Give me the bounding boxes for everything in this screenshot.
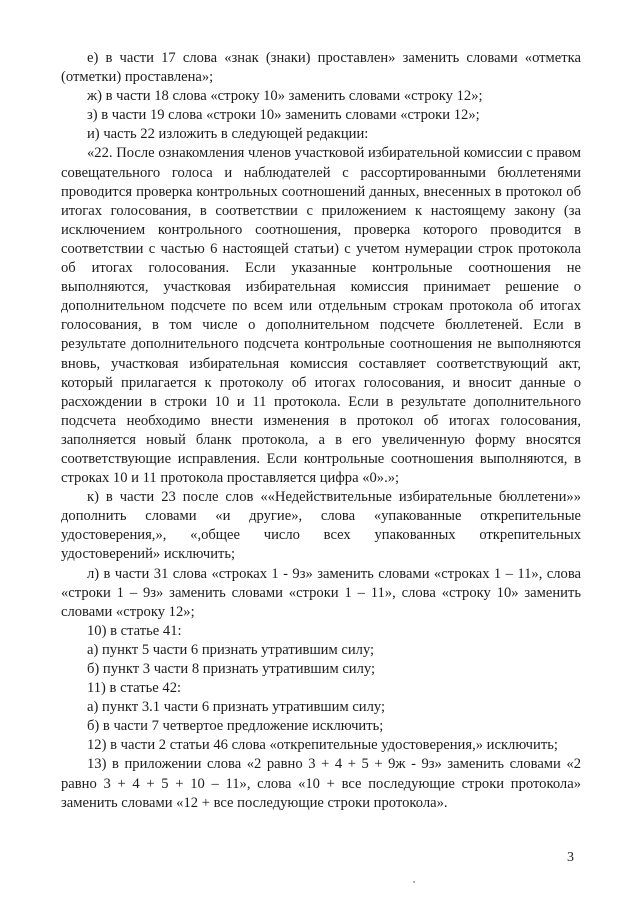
paragraph-z-part-19: з) в части 19 слова «строки 10» заменить словами «строки 12»; (87, 107, 480, 124)
paragraph-i-part-22: и) часть 22 изложить в следующей редакции: (87, 126, 369, 143)
paragraph-11-a: а) пункт 3.1 части 6 признать утратившим силу; (87, 699, 386, 716)
paragraph-zh-part-18: ж) в части 18 слова «строку 10» заменить словами «строку 12»; (87, 88, 483, 105)
document-body (61, 49, 581, 813)
paragraph-10-a: а) пункт 5 части 6 признать утратившим силу; (87, 641, 375, 658)
paragraph-l-part-31: л) в части 31 слова «строках 1 - 9з» заменить словами «строках 1 – 11», слова «строки 1 – 9з» заменить словами «строки 1 – 11», слова «строку 10» заменить словами «строку 12»; (61, 565, 581, 620)
paragraph-item-13: 13) в приложении слова «2 равно 3 + 4 + 5 + 9ж - 9з» заменить словами «2 равно 3 + 4 + 5 + 10 – 11», слова «10 + все последующие строки протокола» заменить словами «12 + все последующие строки протокола». (61, 756, 581, 811)
scan-speck (413, 881, 415, 883)
paragraph-item-11: 11) в статье 42: (87, 680, 182, 697)
paragraph-item-12: 12) в части 2 статьи 46 слова «открепительные удостоверения,» исключить; (87, 737, 558, 754)
paragraph-11-b: б) в части 7 четвертое предложение исключить; (87, 718, 384, 735)
paragraph-k-part-23: к) в части 23 после слов ««Недействительные избирательные бюллетени»» дополнить словами «и другие», слова «упакованные открепительные удостоверения,», «,общее число всех упакованных открепительных удостоверений» исключить; (61, 489, 581, 563)
paragraph-e-part-17: е) в части 17 слова «знак (знаки) проставлен» заменить словами «отметка (отметки) проставлена»; (61, 50, 581, 86)
page-number: 3 (567, 850, 574, 865)
paragraph-part-22-text: «22. После ознакомления членов участковой избирательной комиссии с правом совещательного голоса и наблюдателей с рассортированными бюллетенями проводится проверка контрольных соотношений данных, внесенных в протокол об итогах голосования, в соответствии с приложением к настоящему закону (за исключением контрольного соотношения, проверка которого проводится в соответствии с частью 6 настоящей статьи) с учетом нумерации строк протокола об итогах голосования. Если указанные контрольные соотношения не выполняются, участковая избирательная комиссия принимает решение о дополнительном подсчете по всем или отдельным строкам протокола об итогах голосования, в том числе о дополнительном подсчете бюллетеней. Если в результате дополнительного подсчета контрольные соотношения не выполняются вновь, участковая избирательная комиссия составляет соответствующий акт, который прилагается к протоколу об итогах голосования, и вносит данные о расхождении в строки 10 и 11 протокола. Если в результате дополнительного подсчета необходимо внести изменения в протокол об итогах голосования, заполняется новый бланк протокола, а в его увеличенную форму вносятся соответствующие исправления. Если контрольные соотношения выполняются, в строках 10 и 11 протокола проставляется цифра «0».»; (61, 145, 581, 487)
paragraph-10-b: б) пункт 3 части 8 признать утратившим силу; (87, 661, 376, 677)
paragraph-item-10: 10) в статье 41: (87, 622, 182, 639)
